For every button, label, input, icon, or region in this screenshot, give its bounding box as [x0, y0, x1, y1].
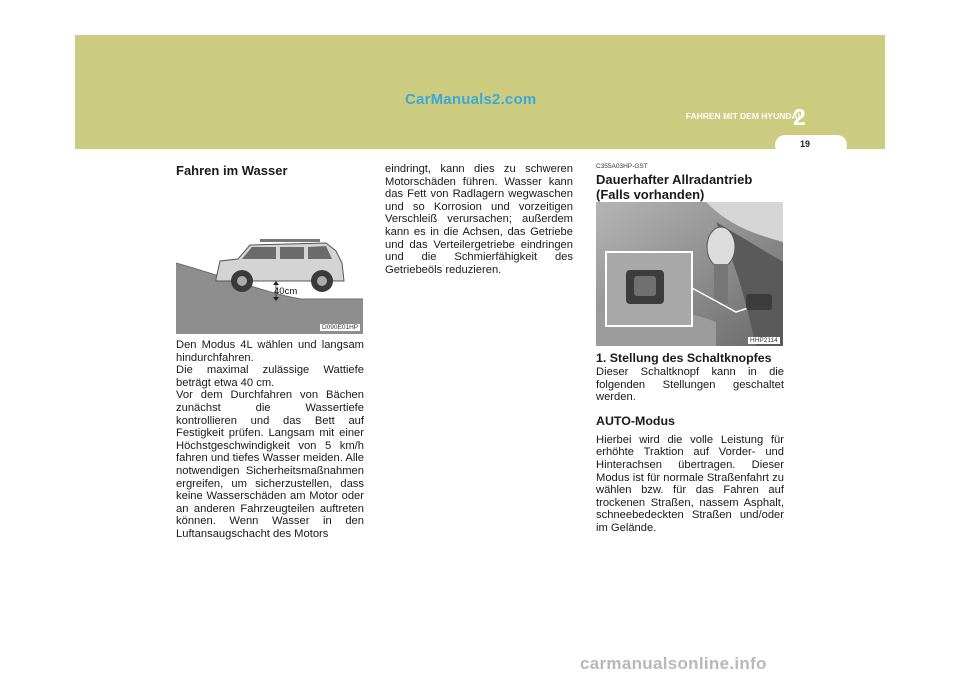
shift-knob-photo: [596, 202, 783, 346]
figure-code-d090: D090E01HP: [322, 324, 359, 331]
figure-car-in-water: [176, 181, 363, 334]
subheading-auto-mode: AUTO-Modus: [596, 413, 675, 428]
paragraph: Hierbei wird die volle Leistung für erhöhte Traktion auf Vorder- und Hinterachsen übertragen. Dieser Modus ist für normale Straßenfahrt zu wählen bzw. für das Fahren auf trockenen Straßen, nassem Asphalt, schneebedeckten Straßen und/oder im Gelände.: [596, 433, 784, 534]
right-column: [596, 163, 784, 202]
paragraph: Die maximal zulässige Wattiefe beträgt etwa 40 cm.: [176, 364, 364, 389]
section-code: C355A03HP-GST: [596, 163, 648, 170]
watermark-logo-bottom[interactable]: carmanualsonline.info: [580, 654, 767, 673]
watermark-logo-top[interactable]: CarManuals2.com: [405, 91, 537, 108]
left-column: [176, 163, 364, 178]
paragraph: Den Modus 4L wählen und langsam hindurchfahren.: [176, 339, 364, 364]
chapter-title: FAHREN MIT DEM HYUNDAI: [685, 111, 800, 121]
figure-shift-knob: [596, 202, 783, 346]
page-number: 19: [799, 139, 810, 149]
car-in-water-illustration: [176, 181, 363, 334]
section-heading-water: Fahren im Wasser: [176, 163, 288, 178]
paragraph: Vor dem Durchfahren von Bächen zunächst die Wassertiefe kontrollieren und das Bett auf Festigkeit prüfen. Langsam mit einer Höchstgeschwindigkeit von 5 km/h fahren und tiefes Wasser meiden. Alle notwendigen Sicherheitsmaßnahmen ergreifen, um sicherzustellen, dass keine Wasserschäden am Motor oder an anderen Fahrzeugteilen auftreten können. Wenn Wasser in den Luftansaugschacht des Motors: [176, 389, 365, 540]
paragraph: Dieser Schaltknopf kann in die folgenden Stellungen geschaltet werden.: [596, 366, 784, 404]
section-heading-awd: Dauerhafter Allradantrieb (Falls vorhanden): [596, 172, 753, 202]
subheading-shift-position: 1. Stellung des Schaltknopfes: [596, 351, 772, 365]
figure-code-hhp: HHP2114: [750, 337, 778, 344]
chapter-number: 2: [793, 104, 806, 130]
left-text: [176, 339, 364, 541]
middle-column: [385, 163, 573, 276]
right-text: [596, 351, 784, 535]
depth-label: 40cm: [274, 286, 298, 297]
paragraph: eindringt, kann dies zu schweren Motorschäden führen. Wasser kann das Fett von Radlagern wegwaschen und so Korrosion und vorzeitigen Verschleiß verursachen; außerdem kann es in die Achsen, das Getriebe und das Verteilergetriebe eindringen und die Schmierfähigkeit des Getriebeöls reduzieren.: [385, 163, 573, 276]
